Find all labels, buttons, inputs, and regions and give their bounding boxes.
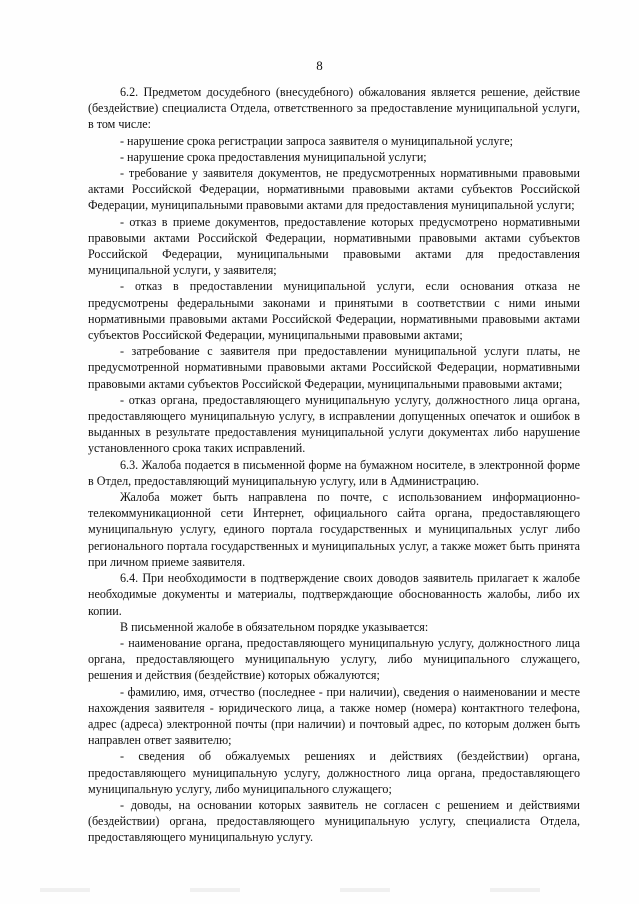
list-item-service-deadline: - нарушение срока предоставления муниципальной услуги; [120,149,427,164]
paragraph-6-4: 6.4. При необходимости в подтверждение своих доводов заявитель прилагает к жалобе необходимые документы и материалы, подтверждающие обоснованность жалобы, либо их копии. [88,571,580,618]
list-item-body-name: - наименование органа, предоставляющего муниципальную услугу, должностного лица органа, предоставляющего муниципальную услугу, либо муниципального служащего, решения и действия (бездействие) которых обжалуются; [88,635,580,683]
list-item-payment-demand: - затребование с заявителя при предоставлении муниципальной услуги платы, не предусмотренной нормативными правовыми актами Российской Федерации, нормативными правовыми актами субъектов Российской Федерации, муниципальными правовыми актами; [88,344,580,391]
list-item-arguments: - доводы, на основании которых заявитель не согласен с решением и действиями (бездействии) органа, предоставляющего муниципальную услугу, специалиста Отдела, предоставляющего муниципальную услугу. [88,797,580,845]
list-item-registration-deadline: - нарушение срока регистрации запроса заявителя о муниципальной услуге; [120,133,514,148]
paragraph-required-fields: В письменной жалобе в обязательном порядке указывается: [120,619,429,634]
list-item-extra-documents: - требование у заявителя документов, не предусмотренных нормативными правовыми актами Российской Федерации, нормативными правовыми актами субъектов Российской Федерации, муниципальными правовыми актами для предоставления муниципальной услуги; [88,166,580,213]
scan-artifact [0,888,639,892]
list-item-appealed-decisions: - сведения об обжалуемых решениях и действиях (бездействии) органа, предоставляющего муниципальную услугу, должностного лица органа, предоставляющего муниципальную услугу, либо муниципального служащего; [88,749,580,796]
list-item-correction-refusal: - отказ органа, предоставляющего муниципальную услугу, должностного лица органа, предоставляющего муниципальную услугу, в исправлении допущенных опечаток и ошибок в выданных в результате предоставления муниципальной услуги документах либо нарушение установленного срока таких исправлений. [88,392,580,456]
paragraph-6-2: 6.2. Предметом досудебного (внесудебного) обжалования является решение, действие (бездействие) специалиста Отдела, ответственного за предоставление муниципальной услуги, в том числе: [88,85,580,132]
list-item-refusal-service: - отказ в предоставлении муниципальной услуги, если основания отказа не предусмотрены федеральными законами и принятыми в соответствии с ними иными нормативными правовыми актами Российской Федерации, нормативными правовыми актами субъектов Российской Федерации, муниципальными правовыми актами; [88,279,580,343]
list-item-refusal-acceptance: - отказ в приеме документов, предоставление которых предусмотрено нормативными правовыми актами Российской Федерации, нормативными правовыми актами субъектов Российской Федерации, муниципальными правовыми актами для предоставления муниципальной услуги, у заявителя; [88,214,580,278]
document-body [88,84,580,846]
page-number: 8 [316,58,323,73]
paragraph-complaint-channels: Жалоба может быть направлена по почте, с использованием информационно-телекоммуникационной сети Интернет, официального сайта органа, предоставляющего муниципальную услугу, единого портала государственных и муниципальных услуг либо регионального портала государственных и муниципальных услуг, а также может быть принята при личном приеме заявителя. [88,490,580,569]
paragraph-6-3: 6.3. Жалоба подается в письменной форме на бумажном носителе, в электронной форме в Отдел, предоставляющий муниципальную услугу, или в Администрацию. [88,457,580,488]
list-item-applicant-details: - фамилию, имя, отчество (последнее - при наличии), сведения о наименовании и месте нахождения заявителя - юридического лица, а также номер (номера) контактного телефона, адрес (адреса) электронной почты (при наличии) и почтовый адрес, по которым должен быть направлен ответ заявителю; [88,684,580,748]
